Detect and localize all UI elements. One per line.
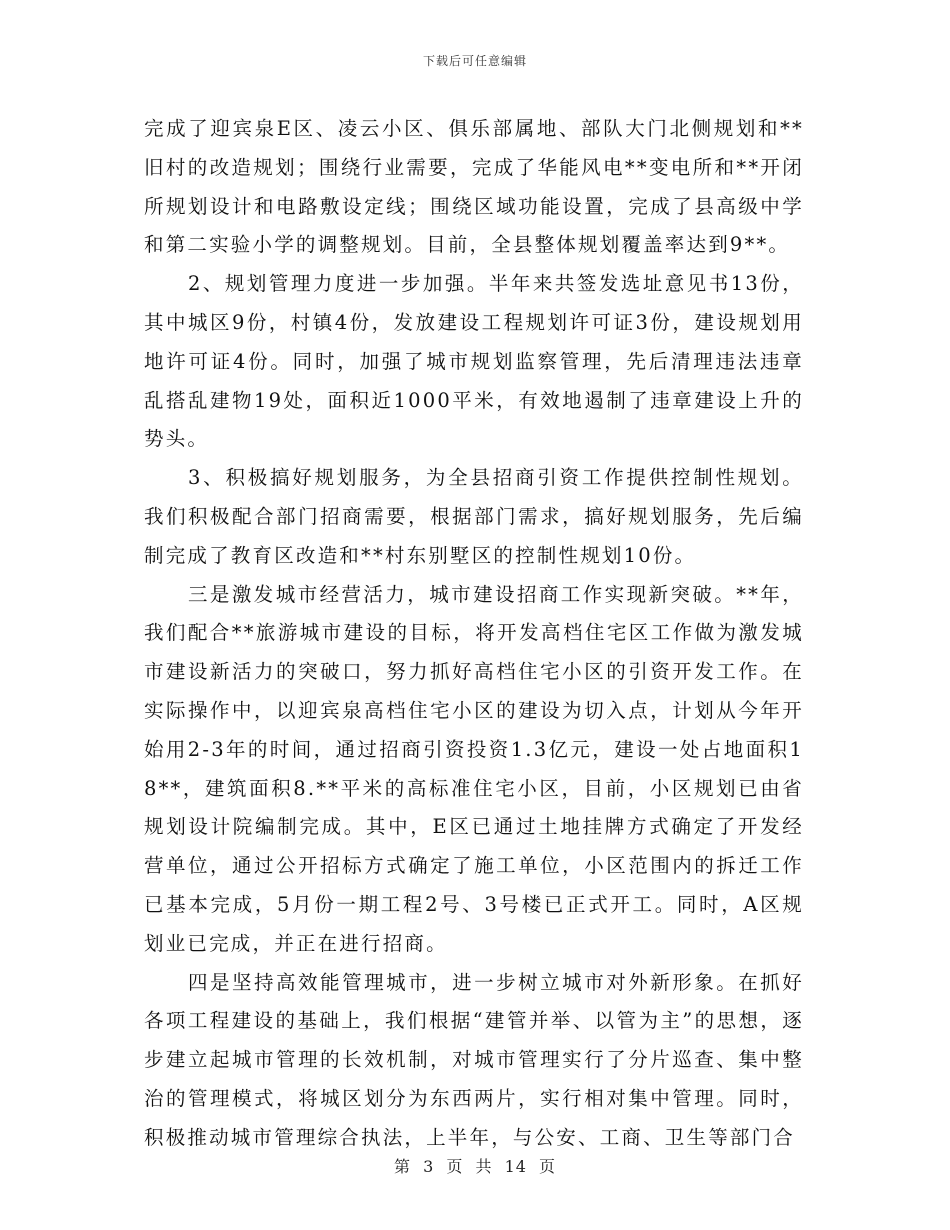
paragraph-continuation: 完成了迎宾泉E区、凌云小区、俱乐部属地、部队大门北侧规划和**旧村的改造规划；围绕行业需要，完成了华能风电**变电所和**开闭所规划设计和电路敷设定线；围绕区域功能设置，完成了县高级中学和第二实验小学的调整规划。目前，全县整体规划覆盖率达到9**。 <box>144 117 804 257</box>
paragraph-planning-management: 2、规划管理力度进一步加强。半年来共签发选址意见书13份，其中城区9份，村镇4份，发放建设工程规划许可证3份，建设规划用地许可证4份。同时，加强了城市规划监察管理，先后清理违法违章乱搭乱建物19处，面积近1000平米，有效地遏制了违章建设上升的势头。 <box>144 272 804 451</box>
footer-page-unit: 页 <box>446 1157 464 1176</box>
footer-total-label: 共 <box>475 1157 493 1176</box>
footer-current-page: 3 <box>423 1157 435 1176</box>
paragraph-planning-service: 3、积极搞好规划服务，为全县招商引资工作提供控制性规划。我们积极配合部门招商需要，根据部门需求，搞好规划服务，先后编制完成了教育区改造和**村东别墅区的控制性规划10份。 <box>144 466 804 567</box>
footer-page-label: 第 <box>393 1157 411 1176</box>
document-body <box>144 110 804 1158</box>
footer-total-unit: 页 <box>539 1157 557 1176</box>
footer-total-pages: 14 <box>504 1157 527 1176</box>
page-header: 下载后可任意编辑 <box>422 54 527 68</box>
page-footer <box>0 1154 950 1177</box>
paragraph-city-management: 四是坚持高效能管理城市，进一步树立城市对外新形象。在抓好各项工程建设的基础上，我们根据“建管并举、以管为主”的思想，逐步建立起城市管理的长效机制，对城市管理实行了分片巡查、集中整治的管理模式，将城区划分为东西两片，实行相对集中管理。同时，积极推动城市管理综合执法，上半年，与公安、工商、卫生等部门合 <box>144 970 804 1149</box>
paragraph-city-operation: 三是激发城市经营活力，城市建设招商工作实现新突破。**年，我们配合**旅游城市建设的目标，将开发高档住宅区工作做为激发城市建设新活力的突破口，努力抓好高档住宅小区的引资开发工作。在实际操作中，以迎宾泉高档住宅小区的建设为切入点，计划从今年开始用2-3年的时间，通过招商引资投资1.3亿元，建设一处占地面积18**，建筑面积8.**平米的高标准住宅小区，目前，小区规划已由省规划设计院编制完成。其中，E区已通过土地挂牌方式确定了开发经营单位，通过公开招标方式确定了施工单位，小区范围内的拆迁工作已基本完成，5月份一期工程2号、3号楼已正式开工。同时，A区规划业已完成，并正在进行招商。 <box>144 582 804 955</box>
